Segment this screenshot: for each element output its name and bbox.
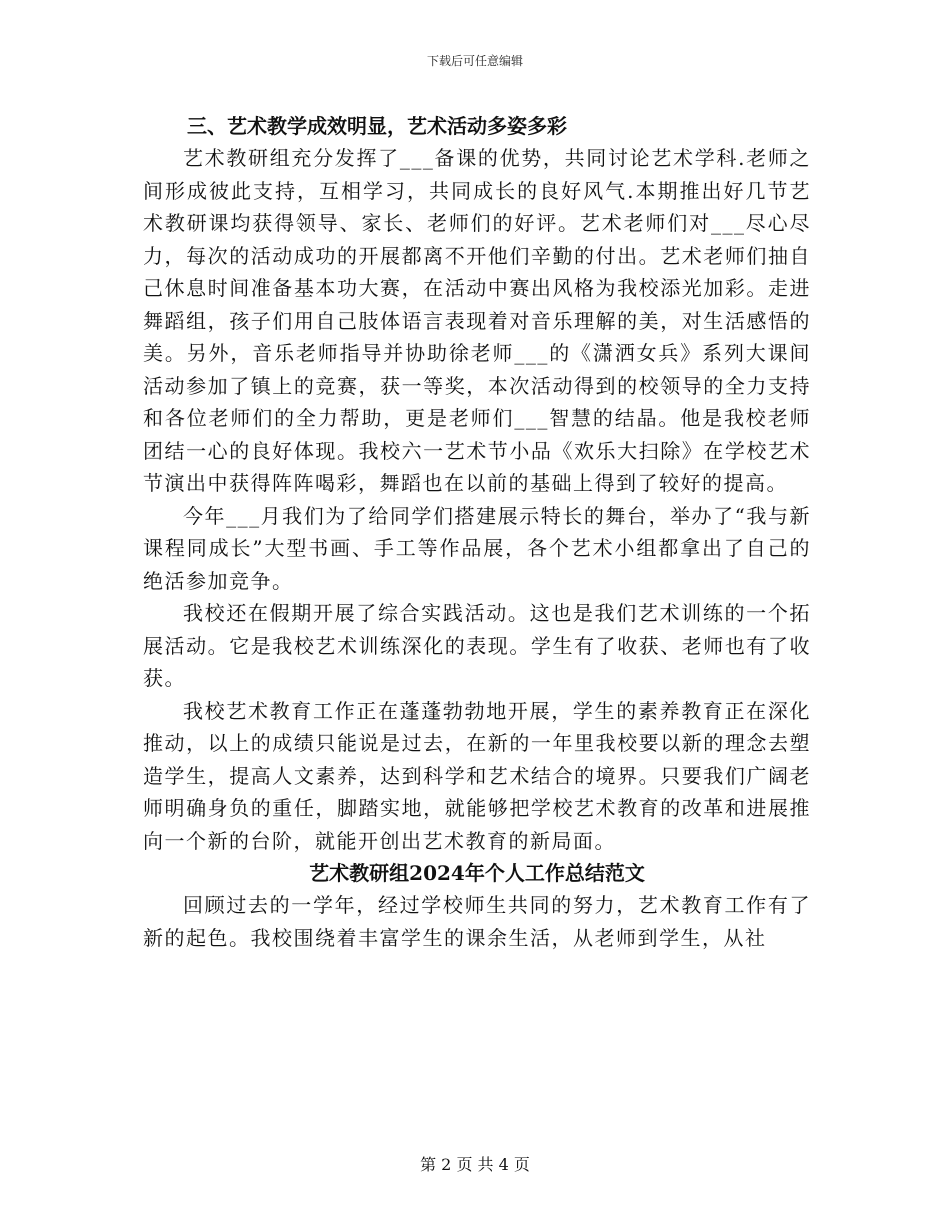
document-body (143, 110, 811, 954)
paragraph: 回顾过去的一学年，经过学校师生共同的努力，艺术教育工作有了新的起色。我校围绕着丰富学生的课余生活，从老师到学生，从社 (143, 893, 811, 950)
section-heading: 三、艺术教学成效明显，艺术活动多姿多彩 (187, 114, 567, 138)
paragraph: 艺术教研组充分发挥了___备课的优势，共同讨论艺术学科.老师之间形成彼此支持，互相学习，共同成长的良好风气.本期推出好几节艺术教研课均获得领导、家长、老师们的好评。艺术老师们对___尽心尽力，每次的活动成功的开展都离不开他们辛勤的付出。艺术老师们抽自己休息时间准备基本功大赛，在活动中赛出风格为我校添光加彩。走进舞蹈组，孩子们用自己肢体语言表现着对音乐理解的美，对生活感悟的美。另外，音乐老师指导并协助徐老师___的《潇洒女兵》系列大课间活动参加了镇上的竞赛，获一等奖，本次活动得到的校领导的全力支持和各位老师们的全力帮助，更是老师们___智慧的结晶。他是我校老师团结一心的良好体现。我校六一艺术节小品《欢乐大扫除》在学校艺术节演出中获得阵阵喝彩，舞蹈也在以前的基础上得到了较好的提高。 (143, 146, 811, 495)
paragraph: 我校艺术教育工作正在蓬蓬勃勃地开展，学生的素养教育正在深化推动，以上的成绩只能说是过去，在新的一年里我校要以新的理念去塑造学生，提高人文素养，达到科学和艺术结合的境界。只要我们广阔老师明确身负的重任，脚踏实地，就能够把学校艺术教育的改革和进展推向一个新的台阶，就能开创出艺术教育的新局面。 (143, 698, 811, 853)
paragraph: 我校还在假期开展了综合实践活动。这也是我们艺术训练的一个拓展活动。它是我校艺术训练深化的表现。学生有了收获、老师也有了收获。 (143, 601, 811, 690)
document-title: 艺术教研组2024年个人工作总结范文 (309, 861, 645, 885)
paragraph: 今年___月我们为了给同学们搭建展示特长的舞台，举办了“我与新课程同成长”大型书画、手工等作品展，各个艺术小组都拿出了自己的绝活参加竞争。 (143, 503, 811, 593)
page-number: 第 2 页 共 4 页 (420, 1155, 530, 1174)
page-header-note: 下载后可任意编辑 (426, 54, 523, 68)
